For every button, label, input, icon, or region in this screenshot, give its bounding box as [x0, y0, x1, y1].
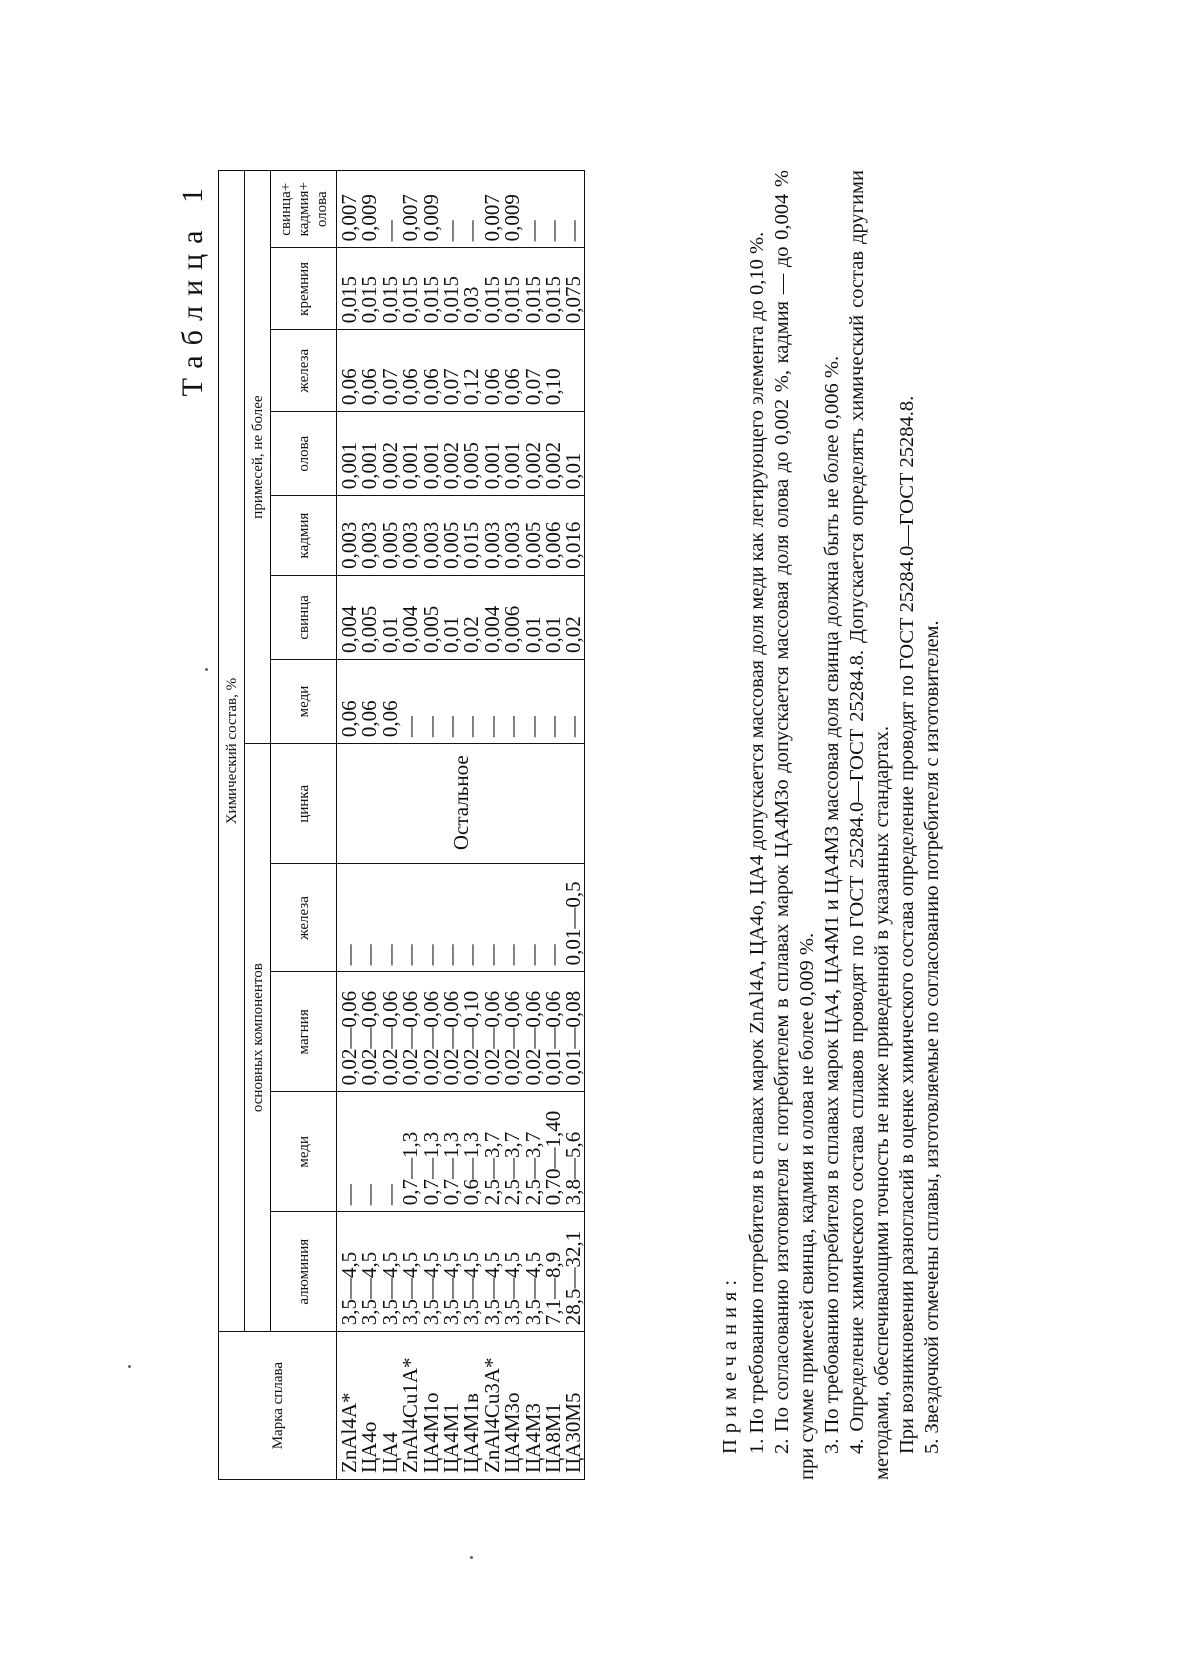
cell-al: 3,5—4,5: [479, 1251, 504, 1326]
cell-al: 3,5—4,5: [418, 1251, 443, 1326]
note-4-continued: При возникновении разногласий в оценке химического состава определение проводят по ГОСТ 25284.0—ГОСТ 25284.8.: [896, 395, 918, 1454]
rotated-page-content: [176, 170, 978, 1480]
cell-i_sum: 0,007: [398, 194, 423, 242]
header-al: алюминия: [271, 1212, 337, 1332]
cell-cu: 0,7—1,3: [398, 1131, 423, 1206]
cell-i_si: 0,03: [459, 286, 484, 324]
cell-i_sum: —: [459, 220, 484, 242]
note-3: 3. По требованию потребителя в сплавах марок ЦА4, ЦА4М1 и ЦА4М3 массовая доля свинца должна быть не более 0,006 %.: [821, 355, 843, 1454]
cell-i_pb: 0,004: [398, 605, 423, 653]
cell-i_sum: 0,009: [418, 194, 443, 242]
cell-cu: 0,6—1,3: [459, 1131, 484, 1206]
cell-i_sn: 0,001: [479, 442, 504, 490]
cell-i_sn: 0,01: [561, 452, 586, 490]
col-zn-rest: Остальное: [337, 744, 585, 864]
cell-mg: 0,02—0,06: [418, 990, 443, 1086]
scan-speck: [128, 1365, 131, 1368]
cell-i_fe: 0,06: [357, 368, 382, 406]
header-fe: железа: [271, 864, 337, 972]
cell-i_si: 0,015: [398, 276, 423, 324]
cell-i_cu: 0,06: [357, 700, 382, 738]
cell-i_cd: 0,006: [540, 521, 565, 569]
cell-mg: 0,02—0,06: [500, 990, 525, 1086]
cell-al: 3,5—4,5: [459, 1251, 484, 1326]
col-imp-si: [337, 248, 585, 330]
cell-al: 28,5—32,1: [561, 1230, 586, 1326]
cell-i_cu: —: [459, 716, 484, 738]
cell-cu: 0,7—1,3: [438, 1131, 463, 1206]
note-2: 2. По согласованию изготовителя с потребителем в сплавах марок ЦА4М3о допускается массовая доля олова до 0,002 %, кадмия — до 0,004 % при сумме примесей свинца, кадмия и олова не более 0,009 %.: [771, 170, 818, 1480]
cell-mg: 0,02—0,06: [398, 990, 423, 1086]
col-imp-sn: [337, 412, 585, 496]
header-zn: цинка: [271, 744, 337, 864]
header-imp-fe: железа: [271, 330, 337, 412]
cell-i_si: 0,015: [377, 276, 402, 324]
cell-fe: —: [337, 944, 361, 966]
col-cu: [337, 1092, 585, 1212]
cell-i_cd: 0,003: [357, 521, 382, 569]
cell-i_cd: 0,005: [377, 521, 402, 569]
cell-i_pb: 0,02: [459, 616, 484, 653]
cell-i_pb: 0,01: [520, 616, 545, 653]
scan-speck: [205, 668, 208, 671]
composition-table: [218, 170, 585, 1480]
cell-i_cu: —: [398, 716, 423, 738]
cell-mg: 0,01—0,08: [561, 990, 586, 1086]
cell-i_cu: —: [479, 716, 504, 738]
cell-al: 3,5—4,5: [337, 1251, 361, 1326]
cell-i_cu: —: [520, 716, 545, 738]
cell-i_si: 0,015: [500, 276, 525, 324]
cell-cu: 0,7—1,3: [418, 1131, 443, 1206]
cell-al: 3,5—4,5: [438, 1251, 463, 1326]
cell-grade: ЦА8М1: [540, 1402, 565, 1473]
cell-fe: —: [520, 944, 545, 966]
cell-i_pb: 0,01: [438, 616, 463, 653]
cell-fe: —: [500, 944, 525, 966]
cell-i_cu: —: [500, 716, 525, 738]
col-imp-cu: [337, 659, 585, 743]
cell-grade: ЦА4М1о: [418, 1392, 443, 1473]
cell-i_sn: 0,001: [418, 442, 443, 490]
cell-i_cd: 0,005: [520, 521, 545, 569]
cell-i_si: 0,015: [418, 276, 443, 324]
cell-i_fe: 0,06: [337, 368, 361, 406]
cell-al: 3,5—4,5: [398, 1251, 423, 1326]
cell-mg: 0,01—0,06: [540, 990, 565, 1086]
col-mg: [337, 972, 585, 1092]
cell-i_pb: 0,01: [540, 616, 565, 653]
cell-i_fe: 0,06: [418, 368, 443, 406]
header-impurities: примесей, не более: [245, 171, 271, 744]
header-mg: магния: [271, 972, 337, 1092]
header-imp-pb: свинца: [271, 575, 337, 659]
cell-i_sn: 0,002: [520, 442, 545, 490]
cell-fe: —: [540, 944, 565, 966]
header-imp-sn: олова: [271, 412, 337, 496]
cell-fe: —: [459, 944, 484, 966]
cell-fe: —: [479, 944, 504, 966]
col-al: [337, 1212, 585, 1332]
cell-i_cu: —: [561, 716, 586, 738]
note-5: 5. Звездочкой отмечены сплавы, изготовляемые по согласованию потребителя с изготовителем.: [921, 620, 943, 1454]
notes-section: [718, 170, 945, 1480]
cell-i_cd: 0,016: [561, 521, 586, 569]
cell-i_sum: —: [377, 220, 402, 242]
cell-al: 7,1—8,9: [540, 1251, 565, 1326]
cell-i_sum: —: [540, 220, 565, 242]
cell-grade: ЦА4о: [357, 1421, 382, 1473]
cell-i_sn: 0,002: [540, 442, 565, 490]
cell-al: 3,5—4,5: [500, 1251, 525, 1326]
cell-fe: —: [438, 944, 463, 966]
cell-i_sum: —: [561, 220, 586, 242]
cell-i_fe: [563, 334, 583, 405]
cell-i_fe: 0,06: [398, 368, 423, 406]
cell-grade: ZnAl4Cu1A*: [398, 1357, 423, 1473]
cell-i_pb: 0,02: [561, 616, 586, 653]
header-imp-sum: свинца+ кадмия+ олова: [271, 171, 337, 248]
cell-i_pb: 0,005: [357, 605, 382, 653]
cell-i_sum: 0,007: [337, 194, 361, 242]
cell-cu: —: [337, 1184, 361, 1206]
table-caption: Таблица 1: [176, 178, 209, 397]
cell-cu: —: [377, 1184, 402, 1206]
cell-i_sn: 0,002: [438, 442, 463, 490]
cell-fe: —: [418, 944, 443, 966]
cell-i_pb: 0,005: [418, 605, 443, 653]
cell-fe: 0,01—0,5: [561, 881, 586, 966]
notes-heading: Примечания:: [719, 1273, 741, 1454]
cell-i_sum: 0,007: [479, 194, 504, 242]
col-grade: [337, 1332, 585, 1480]
cell-i_fe: 0,07: [377, 368, 402, 406]
cell-grade: ЦА4М3: [520, 1402, 545, 1473]
cell-cu: 2,5—3,7: [520, 1131, 545, 1206]
table-body: [337, 171, 585, 1480]
cell-grade: ЦА4М1в: [459, 1393, 484, 1473]
cell-i_cu: 0,06: [377, 700, 402, 738]
cell-i_fe: 0,07: [520, 368, 545, 406]
cell-cu: 2,5—3,7: [500, 1131, 525, 1206]
cell-grade: ЦА4М3о: [500, 1392, 525, 1473]
col-imp-fe: [337, 330, 585, 412]
cell-i_cu: —: [438, 716, 463, 738]
cell-mg: 0,02—0,06: [337, 990, 361, 1086]
cell-i_sn: 0,001: [357, 442, 382, 490]
header-grade: Марка сплава: [219, 1332, 337, 1480]
cell-i_pb: 0,01: [377, 616, 402, 653]
cell-grade: ЦА4: [377, 1432, 402, 1473]
note-4: 4. Определение химического состава сплавов проводят по ГОСТ 25284.0—ГОСТ 25284.8. Допускается определять химический состав другими методами, обеспечивающими точность не ниже приведенной в указанных стандартах.: [846, 170, 893, 1480]
col-imp-cd: [337, 496, 585, 576]
cell-i_sum: 0,009: [500, 194, 525, 242]
cell-grade: ZnAl4Cu3A*: [479, 1357, 504, 1473]
header-imp-cu: меди: [271, 659, 337, 743]
cell-cu: 0,70—1,40: [540, 1110, 565, 1206]
cell-fe: —: [357, 944, 382, 966]
cell-mg: 0,02—0,06: [479, 990, 504, 1086]
cell-grade: ZnAl4A*: [337, 1392, 361, 1473]
scan-speck: [470, 1556, 473, 1559]
cell-mg: 0,02—0,06: [377, 990, 402, 1086]
cell-i_cd: 0,015: [459, 521, 484, 569]
cell-i_fe: 0,06: [479, 368, 504, 406]
header-main: основных компонентов: [245, 744, 271, 1332]
cell-i_si: 0,015: [438, 276, 463, 324]
cell-i_cd: 0,003: [500, 521, 525, 569]
header-imp-si: кремния: [271, 248, 337, 330]
cell-al: 3,5—4,5: [377, 1251, 402, 1326]
cell-i_si: 0,015: [357, 276, 382, 324]
cell-i_cd: 0,005: [438, 521, 463, 569]
cell-fe: —: [377, 944, 402, 966]
cell-cu: —: [357, 1184, 382, 1206]
cell-fe: —: [398, 944, 423, 966]
cell-grade: ЦА30М5: [561, 1392, 586, 1473]
cell-i_pb: 0,004: [479, 605, 504, 653]
cell-i_si: 0,075: [561, 276, 586, 324]
table-head: [219, 171, 337, 1480]
cell-i_sum: —: [438, 220, 463, 242]
cell-i_si: 0,015: [520, 276, 545, 324]
cell-mg: 0,02—0,06: [438, 990, 463, 1086]
header-cu: меди: [271, 1092, 337, 1212]
cell-i_sn: 0,002: [377, 442, 402, 490]
cell-i_sum: —: [520, 220, 545, 242]
cell-al: 3,5—4,5: [520, 1251, 545, 1326]
cell-i_si: 0,015: [337, 276, 361, 324]
cell-mg: 0,02—0,06: [520, 990, 545, 1086]
cell-i_fe: 0,10: [540, 368, 565, 406]
cell-i_sn: 0,001: [337, 442, 361, 490]
cell-i_pb: 0,004: [337, 605, 361, 653]
header-imp-cd: кадмия: [271, 496, 337, 576]
cell-i_sum: 0,009: [357, 194, 382, 242]
cell-i_si: 0,015: [540, 276, 565, 324]
header-chem: Химический состав, %: [219, 171, 245, 1332]
cell-i_fe: 0,12: [459, 368, 484, 406]
cell-i_fe: 0,07: [438, 368, 463, 406]
cell-mg: 0,02—0,06: [357, 990, 382, 1086]
col-fe: [337, 864, 585, 972]
cell-i_sn: 0,001: [398, 442, 423, 490]
cell-i_cu: 0,06: [337, 700, 361, 738]
cell-i_cd: 0,003: [479, 521, 504, 569]
cell-i_si: 0,015: [479, 276, 504, 324]
cell-i_cd: 0,003: [418, 521, 443, 569]
cell-i_cd: 0,003: [337, 521, 361, 569]
cell-i_cd: 0,003: [398, 521, 423, 569]
cell-al: 3,5—4,5: [357, 1251, 382, 1326]
col-imp-pb: [337, 575, 585, 659]
cell-i_pb: 0,006: [500, 605, 525, 653]
cell-cu: 2,5—3,7: [479, 1131, 504, 1206]
cell-i_sn: 0,005: [459, 442, 484, 490]
cell-cu: 3,8—5,6: [561, 1131, 586, 1206]
cell-i_cu: —: [418, 716, 443, 738]
cell-grade: ЦА4М1: [438, 1402, 463, 1473]
cell-i_sn: 0,001: [500, 442, 525, 490]
note-1: 1. По требованию потребителя в сплавах марок ZnAl4A, ЦА4о, ЦА4 допускается массовая доля меди как легирующего элемента до 0,10 %.: [746, 231, 768, 1454]
col-imp-sum: [337, 171, 585, 248]
cell-i_fe: 0,06: [500, 368, 525, 406]
cell-i_cu: —: [540, 716, 565, 738]
cell-mg: 0,02—0,10: [459, 990, 484, 1086]
